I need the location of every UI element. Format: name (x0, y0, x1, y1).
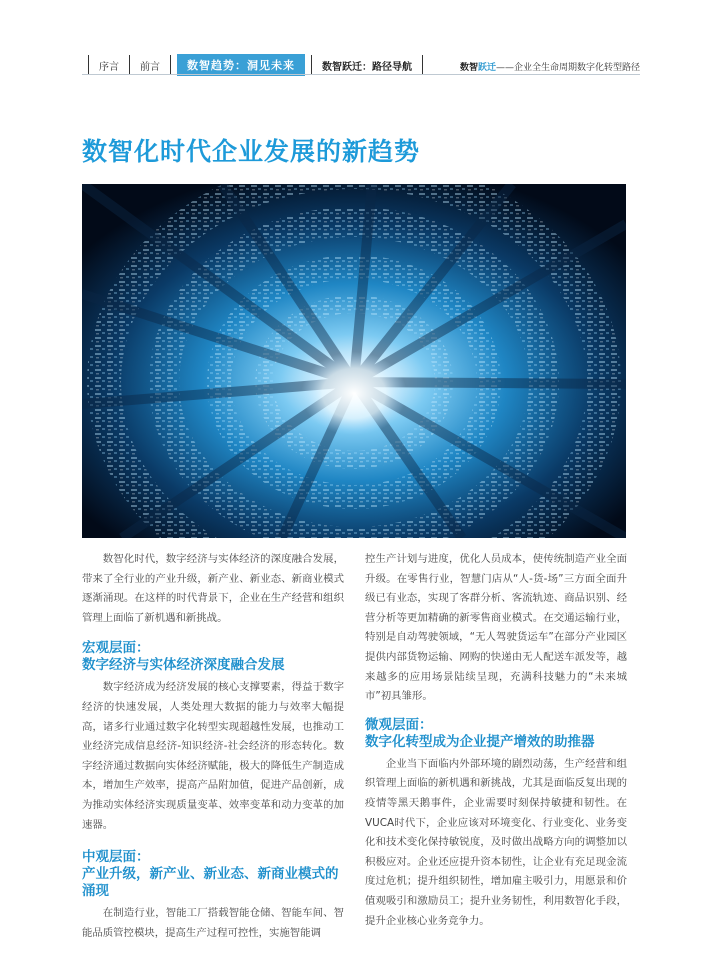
header-rule (82, 74, 640, 75)
section-heading-macro (82, 640, 344, 674)
micro-heading-label: 微观层面： (365, 716, 433, 733)
brand-part2: 跃迁 (477, 63, 496, 73)
meso-paragraph: 在制造行业，智能工厂搭载智能仓储、智能车间、智能品质管控模块，提高生产过程可控性，实施智能调 (82, 907, 344, 939)
nav-item-preface[interactable]: 序言 (99, 61, 119, 73)
macro-heading-title: 数字经济与实体经济深度融合发展 (82, 657, 285, 674)
micro-paragraph: 企业当下面临内外部环境的剧烈动荡，生产经营和组织管理上面临的新机遇和新挑战，尤其是面临反复出现的疫情等黑天鹅事件，企业需要时刻保持敏捷和韧性。在VUCA时代下，企业应该对环境变化、行业变化、业务变化和技术变化保持敏锐度，及时做出战略方向的调整加以积极应对。企业还应提升资本韧性，让企业有充足现金流度过危机；提升组织韧性，增加雇主吸引力，用愿景和价值观吸引和激励员工；提升业务韧性，利用数智化手段，提升企业核心业务竞争力。 (365, 757, 627, 927)
intro-paragraph: 数智化时代，数字经济与实体经济的深度融合发展，带来了全行业的产业升级，新产业、新业态、新商业模式逐渐涌现。在这样的时代背景下，企业在生产经营和组织管理上面临了新机遇和新挑战。 (82, 553, 344, 624)
page-title: 数智化时代企业发展的新趋势 (82, 137, 421, 166)
section-heading-micro (365, 717, 627, 751)
page-header (0, 0, 710, 80)
section-heading-meso (82, 849, 344, 900)
meso-heading-title: 产业升级，新产业、新业态、新商业模式的涌现 (82, 866, 339, 900)
nav-divider (422, 55, 423, 75)
left-column (82, 550, 344, 943)
meso-heading-label: 中观层面： (82, 849, 150, 866)
brand-part1: 数智 (459, 63, 478, 73)
nav-divider (170, 55, 171, 75)
nav-item-path[interactable]: 数智跃迁：路径导航 (322, 61, 412, 73)
running-header (460, 60, 640, 73)
macro-paragraph: 数字经济成为经济发展的核心支撑要素，得益于数字经济的快速发展，人类处理大数据的能力与效率大幅提高，诸多行业通过数字化转型实现超越性发展，也推动工业经济完成信息经济-知识经济-社会经济的形态转化。数字经济通过数据向实体经济赋能，极大的降低生产制造成本，增加生产效率，提高产品附加值，促进产品创新，成为推动实体经济实现质量变革、效率变革和动力变革的加速器。 (82, 681, 344, 831)
micro-heading-title: 数字化转型成为企业提产增效的助推器 (365, 733, 595, 750)
nav-divider (311, 55, 312, 75)
hero-image-data-tunnel (82, 184, 626, 538)
right-column (365, 550, 627, 931)
macro-heading-label: 宏观层面： (82, 640, 150, 657)
nav-divider (88, 55, 89, 75)
chapter-nav (82, 54, 429, 76)
meso-paragraph-continued: 控生产计划与进度，优化人员成本，使传统制造产业全面升级。在零售行业，智慧门店从“人-货-场”三方面全面升级已有业态，实现了客群分析、客流轨迹、商品识别、经营分析等更加精确的新零售商业模式。在交通运输行业，特别是自动驾驶领域，“无人驾驶货运车”在部分产业园区提供内部货物运输、网购的快递由无人配送车派发等，越来越多的应用场景陆续呈现，充满科技魅力的“未来城市”初具雏形。 (365, 553, 627, 703)
data-tunnel-illustration (82, 184, 626, 538)
nav-item-foreword[interactable]: 前言 (140, 61, 160, 73)
nav-divider (129, 55, 130, 75)
nav-item-trends-active[interactable]: 数智趋势：洞见未来 (177, 54, 305, 76)
brand-subtitle: ——企业全生命周期数字化转型路径 (495, 63, 640, 73)
